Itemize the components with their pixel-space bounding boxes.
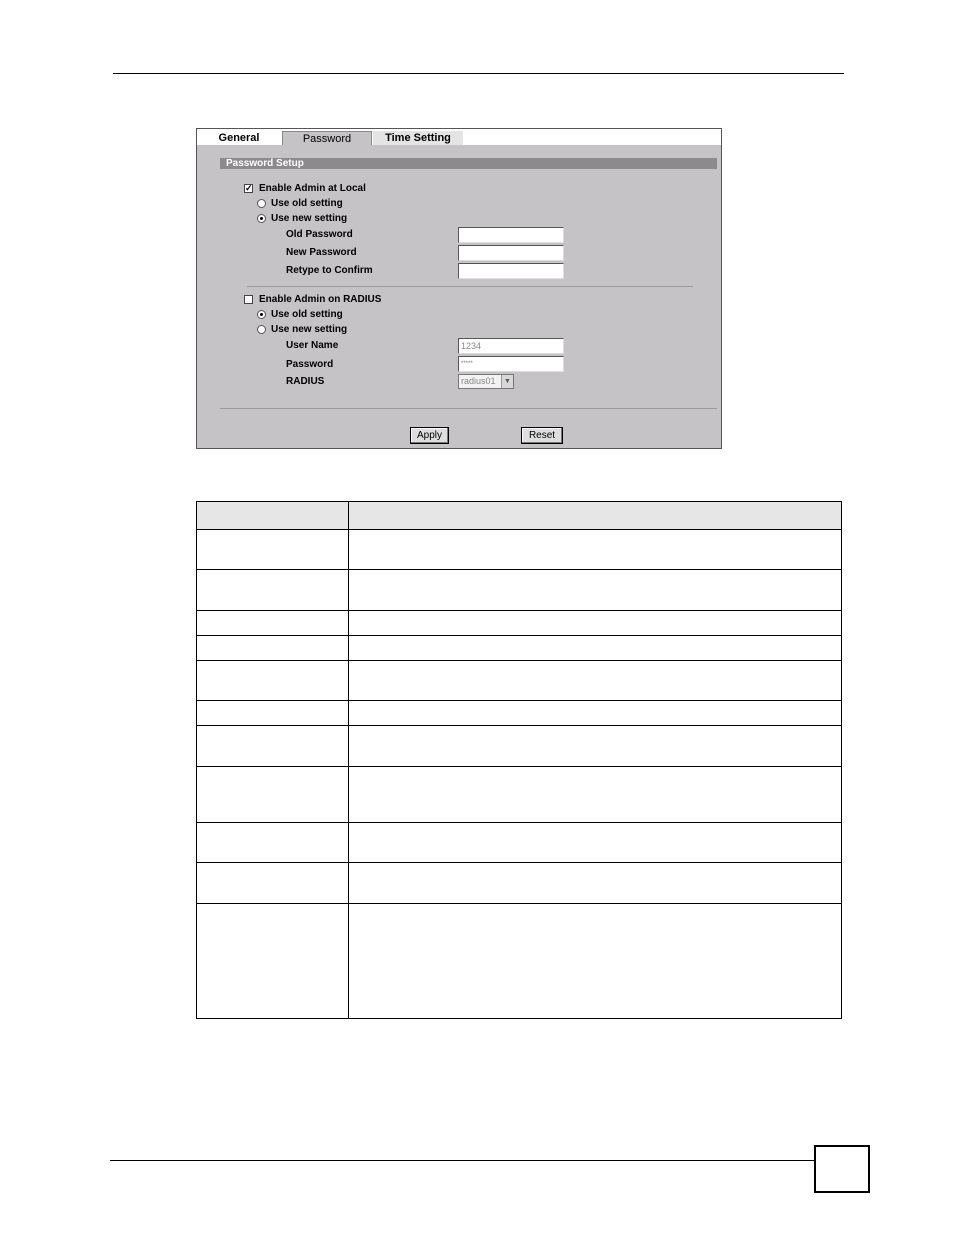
table-row — [197, 570, 842, 611]
table-row — [197, 636, 842, 661]
new-password-label: New Password — [286, 247, 357, 258]
local-use-new-label: Use new setting — [271, 213, 348, 224]
table-row — [197, 726, 842, 767]
radius-server-value: radius01 — [461, 376, 496, 386]
table-row — [197, 767, 842, 823]
table-row — [197, 701, 842, 726]
radius-use-new-radio[interactable] — [257, 325, 266, 334]
table-header-row — [197, 502, 842, 530]
chevron-down-icon[interactable]: ▼ — [501, 375, 513, 388]
old-password-input[interactable] — [458, 227, 564, 243]
local-use-new-radio[interactable] — [257, 214, 266, 223]
user-name-input[interactable]: 1234 — [458, 338, 564, 354]
retype-confirm-input[interactable] — [458, 263, 564, 279]
radius-use-old-radio[interactable] — [257, 310, 266, 319]
local-use-old-label: Use old setting — [271, 198, 343, 209]
reset-button[interactable]: Reset — [521, 427, 563, 444]
table-row — [197, 611, 842, 636]
retype-confirm-label: Retype to Confirm — [286, 265, 373, 276]
new-password-input[interactable] — [458, 245, 564, 261]
enable-admin-radius-checkbox[interactable] — [244, 295, 253, 304]
footer-rule — [110, 1160, 814, 1161]
header-rule — [113, 73, 844, 74]
page-number-box — [814, 1145, 870, 1193]
section-title: Password Setup — [220, 158, 717, 169]
section-divider — [247, 286, 693, 287]
enable-admin-local-checkbox[interactable]: ✓ — [245, 183, 253, 193]
password-setup-screenshot — [196, 128, 722, 449]
table-row — [197, 823, 842, 863]
tab-time-setting[interactable]: Time Setting — [373, 131, 463, 145]
tab-bar — [197, 129, 721, 145]
radius-password-input[interactable]: ***** — [458, 356, 564, 372]
radius-use-old-label: Use old setting — [271, 309, 343, 320]
enable-admin-radius-label: Enable Admin on RADIUS — [259, 294, 382, 305]
apply-button[interactable]: Apply — [410, 427, 449, 444]
radius-server-label: RADIUS — [286, 376, 325, 387]
radius-server-select[interactable] — [458, 374, 514, 389]
field-description-table — [196, 501, 842, 1019]
radius-use-new-label: Use new setting — [271, 324, 348, 335]
table-row — [197, 661, 842, 701]
user-name-label: User Name — [286, 340, 339, 351]
table-row — [197, 863, 842, 904]
table-row — [197, 530, 842, 570]
old-password-label: Old Password — [286, 229, 353, 240]
radius-password-label: Password — [286, 359, 334, 370]
table-row — [197, 904, 842, 1019]
enable-admin-local-label: Enable Admin at Local — [259, 183, 366, 194]
local-use-old-radio[interactable] — [257, 199, 266, 208]
tab-general[interactable]: General — [197, 131, 281, 145]
tab-password[interactable]: Password — [282, 131, 372, 145]
footer-divider — [220, 408, 717, 409]
